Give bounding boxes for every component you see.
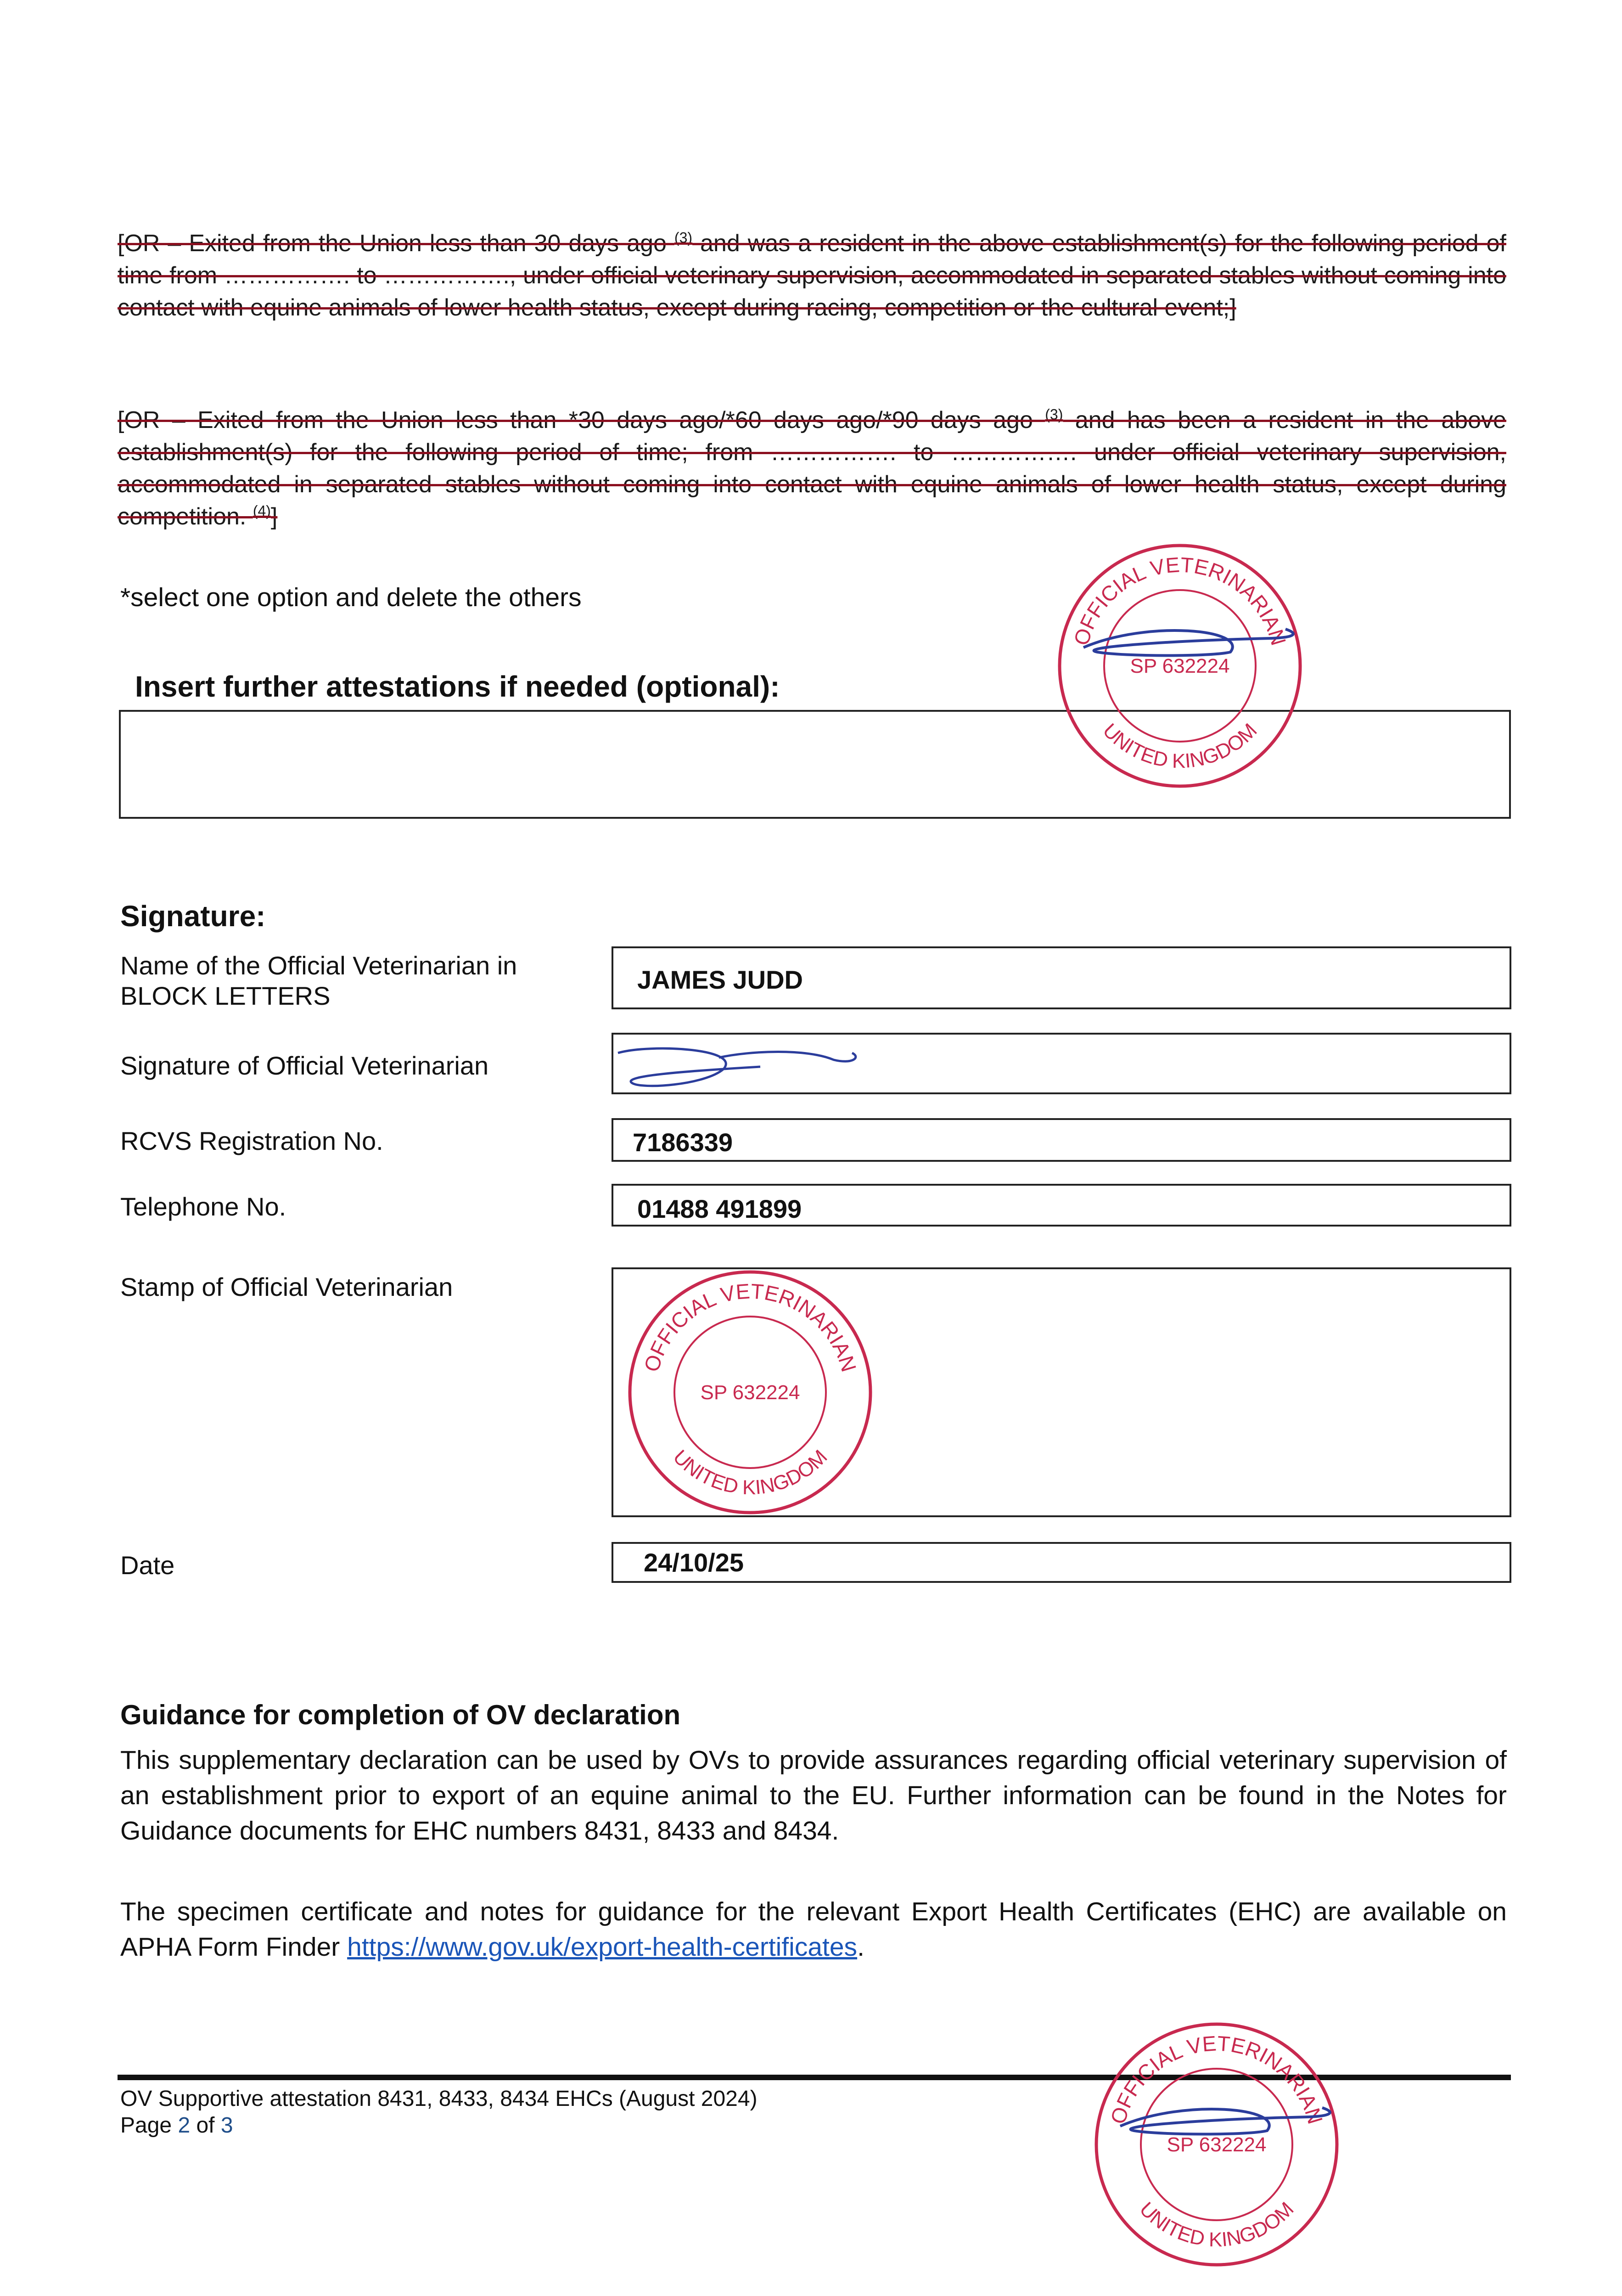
option-text: and was a resident in the above establishment(s) for the following period of time from ……………. to ……………., under official veterinary supervision, accommodated in separated stables without coming into contact with equine animals of lower health status, except during racing, competition or the cultural event;] [118,230,1506,321]
stamp-label: Stamp of Official Veterinarian [120,1272,453,1301]
current-page: 2 [178,2113,191,2138]
name-value: JAMES JUDD [637,965,803,994]
page-number [120,2112,758,2139]
total-pages: 3 [220,2113,233,2138]
page-prefix: Page [120,2113,178,2138]
handwritten-signature [613,1035,889,1094]
svg-text:OFFICIAL VETERINARIAN: OFFICIAL VETERINARIAN [639,1279,861,1375]
guidance-text: . [857,1932,864,1962]
official-stamp-box [626,1268,874,1516]
option-text: ] [270,503,278,530]
stamp-seal [1093,2020,1341,2268]
svg-text:SP 632224: SP 632224 [1130,655,1230,677]
telephone-label: Telephone No. [120,1192,286,1221]
name-field[interactable] [612,946,1511,1009]
option-text: [OR – Exited from the Union less than 30 days ago [118,230,674,257]
svg-text:SP 632224: SP 632224 [1167,2133,1267,2156]
struck-option-2 [118,404,1506,533]
rcvs-value: 7186339 [633,1128,733,1157]
name-label-line: Name of the Official Veterinarian in [120,951,517,980]
guidance-paragraph-2 [120,1894,1507,1965]
footnote-ref: (3) [674,229,693,246]
rcvs-field[interactable] [612,1118,1511,1162]
telephone-field[interactable] [612,1184,1511,1227]
official-stamp-footer [1093,2020,1341,2268]
footer-title: OV Supportive attestation 8431, 8433, 8434 EHCs (August 2024) [120,2087,758,2111]
telephone-value: 01488 491899 [637,1194,802,1223]
stamp-seal [1056,542,1304,790]
guidance-text: The specimen certificate and notes for guidance for the relevant Export Health Certificates (EHC) are available on APHA Form Finder [120,1897,1507,1962]
export-health-certificates-link[interactable]: https://www.gov.uk/export-health-certificates [347,1932,858,1962]
signature-label: Signature of Official Veterinarian [120,1051,489,1080]
select-note: *select one option and delete the others [120,583,582,612]
name-label [120,951,602,1011]
rcvs-label: RCVS Registration No. [120,1126,383,1155]
footnote-ref: (4) [253,502,271,519]
page-of: of [190,2113,221,2138]
official-stamp-top [1056,542,1304,790]
svg-text:UNITED KINGDOM: UNITED KINGDOM [1135,2198,1298,2251]
guidance-paragraph-1: This supplementary declaration can be used by OVs to provide assurances regarding official veterinary supervision of an establishment prior to export of an equine animal to the EU. Further information can be found in the Notes for Guidance documents for EHC numbers 8431, 8433 and 8434. [120,1745,1507,1846]
guidance-heading: Guidance for completion of OV declaration [120,1699,681,1730]
svg-text:UNITED KINGDOM: UNITED KINGDOM [1098,719,1262,773]
option-text: [OR – Exited from the Union less than *30 days ago/*60 days ago/*90 days ago [118,407,1045,433]
name-label-line: BLOCK LETTERS [120,981,331,1010]
date-value: 24/10/25 [644,1548,744,1577]
svg-text:UNITED KINGDOM: UNITED KINGDOM [668,1446,832,1499]
date-field[interactable] [612,1542,1511,1583]
svg-text:OFFICIAL VETERINARIAN: OFFICIAL VETERINARIAN [1069,552,1291,648]
footnote-ref: (3) [1045,406,1063,423]
struck-option-1 [118,227,1506,324]
svg-text:SP 632224: SP 632224 [700,1381,800,1404]
svg-text:OFFICIAL VETERINARIAN: OFFICIAL VETERINARIAN [1106,2031,1328,2127]
further-attestations-heading: Insert further attestations if needed (optional): [135,670,780,703]
option-text: and has been a resident in the above establishment(s) for the following period of time; from ……………. to ……………. under official veterinary supervision, accommodated in separated stables without coming into contact with equine animals of lower health status, except during competition. [118,407,1507,530]
date-label: Date [120,1551,175,1580]
stamp-seal [626,1268,874,1516]
signature-field[interactable] [612,1033,1511,1094]
signature-heading: Signature: [120,900,266,933]
footer [120,2086,758,2139]
